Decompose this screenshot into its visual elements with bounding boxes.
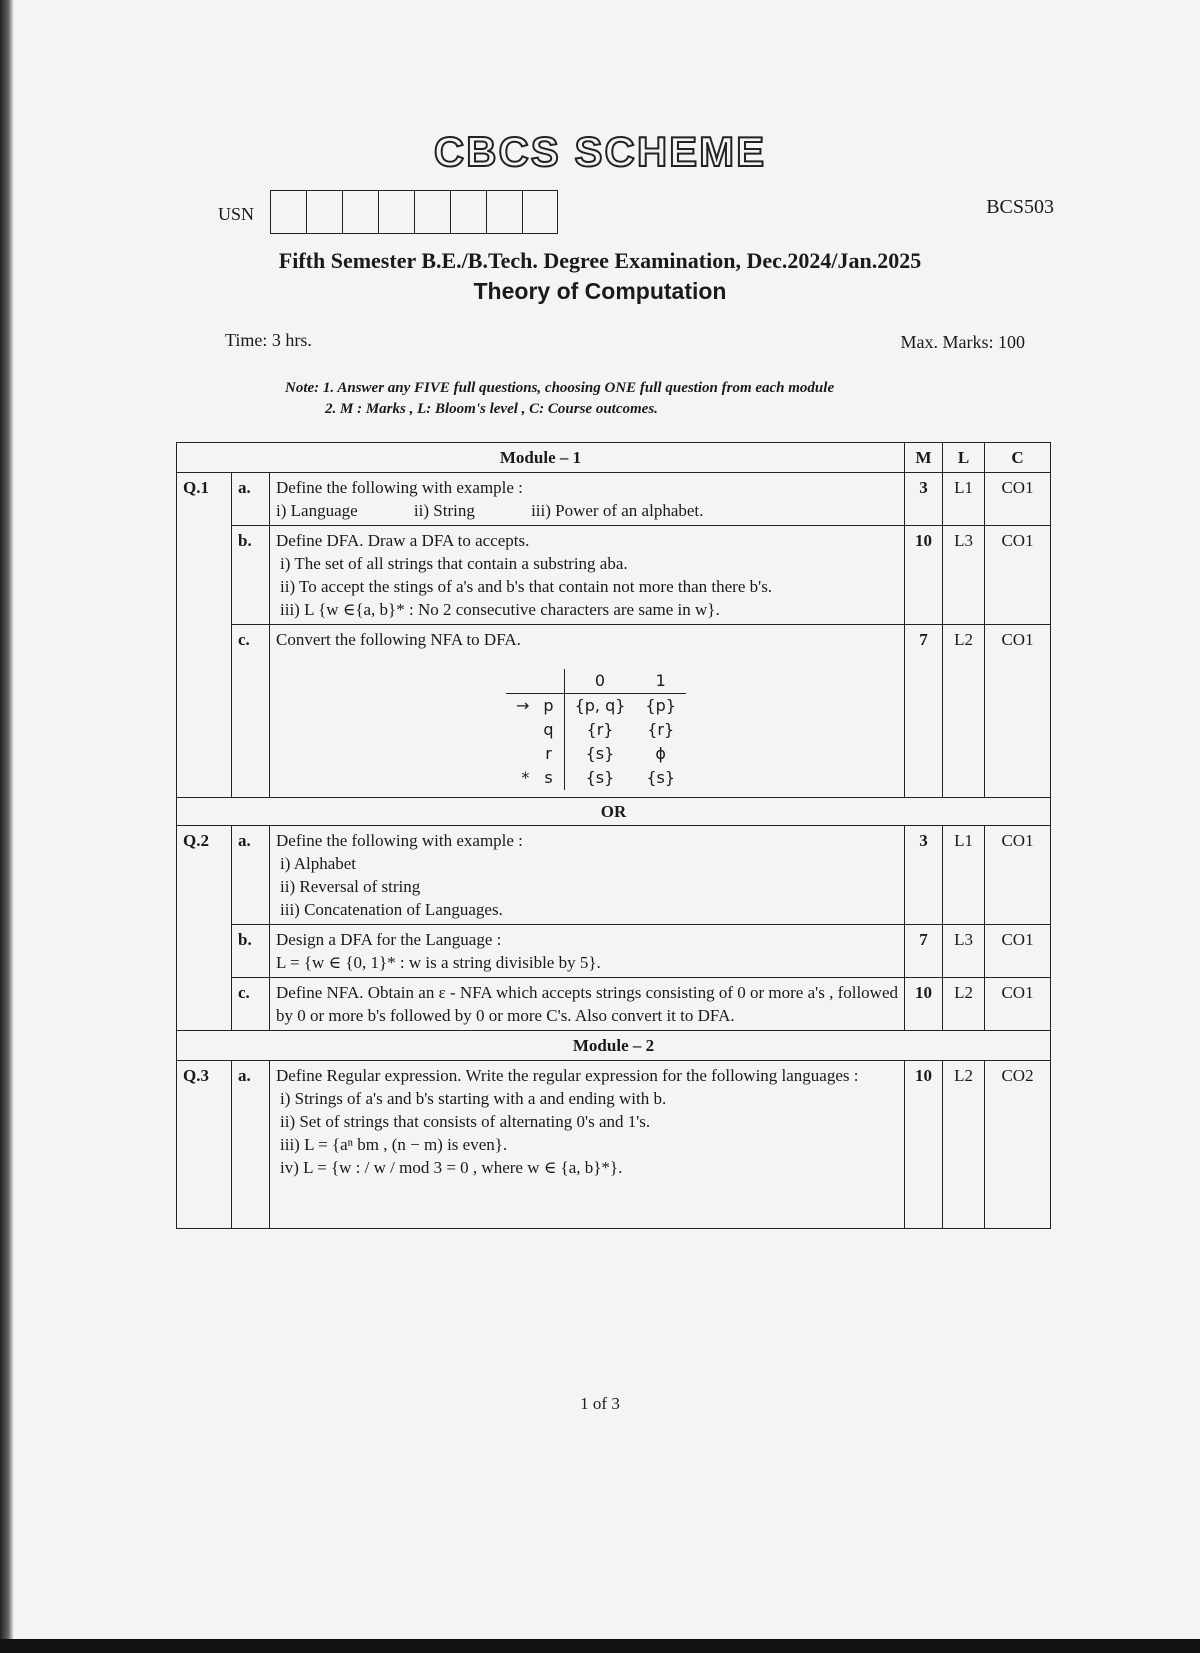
nfa-cell: ϕ bbox=[655, 744, 666, 763]
sub-item: iii) L {w ∈{a, b}* : No 2 consecutive characters are same in w}. bbox=[280, 600, 720, 619]
question-part: a. bbox=[232, 826, 270, 925]
nfa-row bbox=[506, 742, 686, 766]
question-text bbox=[270, 1061, 905, 1229]
sub-items bbox=[276, 552, 898, 621]
usn-box bbox=[306, 190, 342, 234]
usn-box bbox=[486, 190, 522, 234]
module-title: Module – 2 bbox=[177, 1031, 1051, 1061]
question-part: a. bbox=[232, 1061, 270, 1229]
question-stem: Define the following with example : bbox=[276, 831, 523, 850]
question-part: b. bbox=[232, 925, 270, 978]
note-line: 2. M : Marks , L: Bloom's level , C: Course outcomes. bbox=[325, 401, 658, 417]
nfa-header-row bbox=[506, 669, 686, 694]
nfa-row bbox=[506, 718, 686, 742]
col-header-level: L bbox=[943, 443, 985, 473]
usn-boxes bbox=[270, 190, 558, 234]
sub-item: i) Alphabet bbox=[280, 854, 357, 873]
question-text bbox=[270, 625, 905, 798]
module-title: Module – 1 bbox=[177, 443, 905, 473]
marks-cell: 10 bbox=[905, 1061, 943, 1229]
question-row bbox=[177, 925, 1051, 978]
col-header-marks: M bbox=[905, 443, 943, 473]
nfa-cell: {p, q} bbox=[574, 696, 626, 715]
nfa-col-header: 1 bbox=[635, 669, 686, 694]
question-part: c. bbox=[232, 625, 270, 798]
nfa-state: q bbox=[533, 718, 564, 742]
outcome-cell: CO1 bbox=[985, 473, 1051, 526]
usn-box bbox=[342, 190, 378, 234]
exam-title: Fifth Semester B.E./B.Tech. Degree Examination, Dec.2024/Jan.2025 bbox=[278, 248, 922, 273]
outcome-cell: CO1 bbox=[985, 978, 1051, 1031]
nfa-row bbox=[506, 694, 686, 719]
question-number: Q.1 bbox=[177, 473, 232, 526]
outcome-cell: CO1 bbox=[985, 526, 1051, 625]
level-cell: L2 bbox=[943, 625, 985, 798]
marks-cell: 10 bbox=[905, 526, 943, 625]
sub-item: i) Language bbox=[276, 501, 358, 520]
question-row bbox=[177, 826, 1051, 925]
sub-item: ii) Set of strings that consists of alternating 0's and 1's. bbox=[280, 1112, 651, 1131]
question-stem: Define the following with example : bbox=[276, 478, 523, 497]
question-row bbox=[177, 1061, 1051, 1229]
or-separator: OR bbox=[177, 798, 1051, 826]
question-row bbox=[177, 526, 1051, 625]
col-header-outcome: C bbox=[985, 443, 1051, 473]
question-stem: Define Regular expression. Write the regular expression for the following languages : bbox=[276, 1066, 859, 1085]
subject-title: Theory of Computation bbox=[473, 278, 727, 304]
level-cell: L3 bbox=[943, 925, 985, 978]
question-row bbox=[177, 473, 1051, 526]
question-part: c. bbox=[232, 978, 270, 1031]
level-cell: L1 bbox=[943, 473, 985, 526]
nfa-cell: {s} bbox=[585, 768, 615, 787]
nfa-cell: {r} bbox=[647, 720, 675, 739]
question-stem: Define DFA. Draw a DFA to accepts. bbox=[276, 531, 530, 550]
sub-item: ii) To accept the stings of a's and b's that contain not more than there b's. bbox=[280, 577, 773, 596]
level-cell: L1 bbox=[943, 826, 985, 925]
question-number: Q.2 bbox=[177, 826, 232, 925]
question-number: Q.3 bbox=[177, 1061, 232, 1229]
level-cell: L2 bbox=[943, 978, 985, 1031]
question-part: b. bbox=[232, 526, 270, 625]
question-row bbox=[177, 978, 1051, 1031]
sub-item: iv) L = {w : / w / mod 3 = 0 , where w ∈ {a, b}*}. bbox=[280, 1158, 623, 1177]
sub-item: ii) String bbox=[413, 501, 475, 520]
sub-item: iii) Power of an alphabet. bbox=[531, 501, 704, 520]
sub-item: i) Strings of a's and b's starting with a and ending with b. bbox=[280, 1089, 667, 1108]
question-stem: Convert the following NFA to DFA. bbox=[276, 630, 521, 649]
outcome-cell: CO1 bbox=[985, 625, 1051, 798]
max-marks: Max. Marks: 100 bbox=[900, 332, 1025, 352]
sub-item: ii) Reversal of string bbox=[280, 877, 421, 896]
exam-time: Time: 3 hrs. bbox=[225, 330, 312, 350]
nfa-state: p bbox=[533, 694, 564, 719]
usn-box bbox=[450, 190, 486, 234]
marks-cell: 3 bbox=[905, 473, 943, 526]
sub-item: iii) Concatenation of Languages. bbox=[280, 900, 503, 919]
nfa-state: s bbox=[533, 766, 564, 790]
usn-label: USN bbox=[218, 204, 255, 224]
sub-item: i) The set of all strings that contain a substring aba. bbox=[280, 554, 628, 573]
marks-cell: 3 bbox=[905, 826, 943, 925]
final-state-marker-icon: * bbox=[521, 768, 530, 787]
instructions-note bbox=[285, 378, 834, 420]
nfa-cell: {r} bbox=[586, 720, 614, 739]
module-header-row bbox=[177, 443, 1051, 473]
sub-items bbox=[276, 499, 898, 522]
usn-box bbox=[414, 190, 450, 234]
scan-edge-bottom bbox=[0, 1639, 1200, 1653]
outcome-cell: CO1 bbox=[985, 925, 1051, 978]
nfa-col-header: 0 bbox=[564, 669, 635, 694]
start-arrow-icon: → bbox=[516, 696, 530, 715]
level-cell: L3 bbox=[943, 526, 985, 625]
usn-box bbox=[378, 190, 414, 234]
page-number: 1 of 3 bbox=[580, 1394, 620, 1413]
question-table bbox=[176, 442, 1051, 1229]
marks-cell: 7 bbox=[905, 925, 943, 978]
sub-items bbox=[276, 1087, 898, 1179]
scheme-title: CBCS SCHEME bbox=[433, 128, 767, 175]
nfa-cell: {s} bbox=[585, 744, 615, 763]
marks-cell: 7 bbox=[905, 625, 943, 798]
question-text bbox=[270, 826, 905, 925]
nfa-transition-table bbox=[506, 669, 686, 790]
nfa-state: r bbox=[533, 742, 564, 766]
question-text bbox=[270, 925, 905, 978]
question-text bbox=[270, 526, 905, 625]
outcome-cell: CO2 bbox=[985, 1061, 1051, 1229]
marks-cell: 10 bbox=[905, 978, 943, 1031]
sub-items bbox=[276, 852, 898, 921]
nfa-cell: {p} bbox=[645, 696, 676, 715]
note-line: Note: 1. Answer any FIVE full questions, choosing ONE full question from each module bbox=[285, 380, 835, 396]
question-line: L = {w ∈ {0, 1}* : w is a string divisible by 5}. bbox=[276, 953, 601, 972]
course-code: BCS503 bbox=[986, 196, 1054, 218]
question-stem: Design a DFA for the Language : bbox=[276, 930, 502, 949]
or-row bbox=[177, 798, 1051, 826]
level-cell: L2 bbox=[943, 1061, 985, 1229]
question-row bbox=[177, 625, 1051, 798]
nfa-cell: {s} bbox=[646, 768, 676, 787]
question-text: Define NFA. Obtain an ε - NFA which accepts strings consisting of 0 or more a's , followed by 0 or more b's followed by 0 or more C's. Also convert it to DFA. bbox=[270, 978, 905, 1031]
module-header-row bbox=[177, 1031, 1051, 1061]
question-text bbox=[270, 473, 905, 526]
outcome-cell: CO1 bbox=[985, 826, 1051, 925]
sub-item: iii) L = {aⁿ bm , (n − m) is even}. bbox=[280, 1135, 508, 1154]
usn-box bbox=[522, 190, 558, 234]
nfa-row bbox=[506, 766, 686, 790]
usn-box bbox=[270, 190, 306, 234]
question-part: a. bbox=[232, 473, 270, 526]
